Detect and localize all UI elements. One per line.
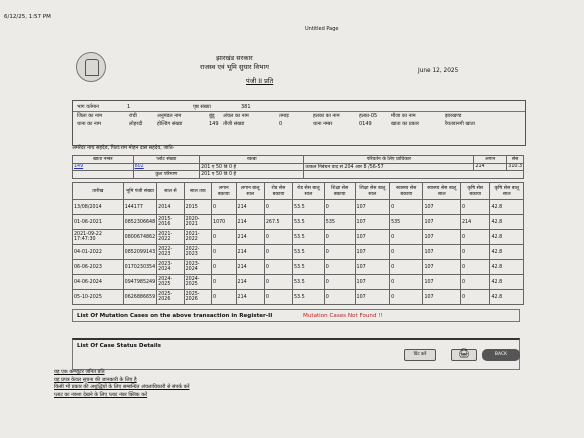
tax-cell: 0 — [264, 230, 292, 245]
tax-cell: 53.5 — [292, 200, 324, 215]
dept-name: राजस्व एवं भूमि सुधार विभाग — [200, 63, 269, 71]
tax-cell: 42.8 — [490, 260, 524, 275]
tax-cell: 0800674862 — [123, 230, 157, 245]
tax-cell: 04-01-2022 — [73, 245, 124, 260]
tax-cell: 2015 — [184, 200, 211, 215]
tax-cell: 05-10-2025 — [73, 290, 124, 305]
footer-line: यह प्रपत्र केवल सूचना की जानकारी के लिए है — [54, 376, 137, 383]
tax-cell: 0 — [390, 230, 423, 245]
tax-header: कृषि सेस बकाया — [460, 183, 489, 200]
tax-cell: 2021-2022 — [184, 230, 211, 245]
tax-cell: 0 — [390, 200, 423, 215]
thana-no-value: 0149 — [359, 121, 372, 127]
tax-cell: 0 — [212, 275, 237, 290]
parivartan-header: परिवर्तन के लिए प्राधिकार — [304, 156, 474, 164]
tax-cell: 0 — [264, 245, 292, 260]
tax-cell: 107 — [423, 200, 461, 215]
khata-type-value: रैयतवानगी खाता — [445, 121, 475, 127]
thana-no-label: थाना नम्बर — [313, 121, 333, 127]
tax-cell: 1070 — [212, 215, 237, 230]
tax-cell: 2023-2024 — [157, 260, 184, 275]
tax-cell: 0 — [324, 260, 355, 275]
print-date: June 12, 2025 — [418, 68, 459, 74]
tax-header: कृषि सेस बालू साल — [490, 183, 524, 200]
tax-cell: 2014 — [157, 200, 184, 215]
tax-cell: 107 — [355, 275, 390, 290]
tax-cell: 53.5 — [292, 260, 324, 275]
tax-cell: 214 — [236, 200, 264, 215]
tax-header: रोड सेस बालू साल — [292, 183, 324, 200]
mauja-value: झारखण्ड — [445, 113, 462, 119]
tax-header: भूमि पंजी संख्या — [123, 183, 157, 200]
table-row — [73, 290, 524, 305]
tax-cell: 214 — [236, 275, 264, 290]
tax-cell: 214 — [460, 215, 489, 230]
back-button[interactable]: BACK — [482, 349, 520, 361]
tax-cell: 0 — [390, 245, 423, 260]
govt-heading — [200, 54, 269, 72]
holding-label: होल्डिंग संख्या — [157, 121, 183, 127]
tax-cell: 0 — [212, 230, 237, 245]
thoi-label: तौजी संख्या — [223, 121, 245, 127]
ses-value: 310.3 — [508, 164, 522, 170]
tax-cell: 2020-2021 — [184, 215, 211, 230]
tax-cell: 107 — [423, 230, 461, 245]
tax-cell: 107 — [423, 245, 461, 260]
tax-cell: 535 — [324, 215, 355, 230]
plot-table — [72, 155, 524, 179]
tax-cell: 214 — [236, 230, 264, 245]
parivartan-value: तत्कल निबंधन वाद सं 204 आर 8 /56-57 — [304, 163, 474, 171]
tax-cell: 107 — [355, 245, 390, 260]
tax-cell: 107 — [355, 215, 390, 230]
tax-header: शिक्षा सेस बकाया — [324, 183, 355, 200]
kul-label: कुल परिमाण — [133, 171, 200, 179]
tax-cell: 144177 — [123, 200, 157, 215]
tax-header: साल तक — [184, 183, 211, 200]
tax-cell: 0 — [390, 260, 423, 275]
tax-header: शिक्षा सेस बालू साल — [355, 183, 390, 200]
tax-cell: 0852306648 — [123, 215, 157, 230]
tax-cell: 13/08/2014 — [73, 200, 124, 215]
table-row — [73, 260, 524, 275]
tax-cell: 0 — [264, 290, 292, 305]
tax-cell: 0170230354 — [123, 260, 157, 275]
zila-value: रांची — [129, 113, 137, 119]
tax-cell: 42.8 — [490, 215, 524, 230]
tax-cell: 214 — [236, 215, 264, 230]
lagan-header: लगान — [474, 156, 507, 164]
prishth-value: 381 — [241, 104, 251, 110]
tax-header: स्वास्थ्य सेस बालू साल — [423, 183, 461, 200]
tax-cell: 42.8 — [490, 245, 524, 260]
footer-notes — [54, 369, 190, 399]
tax-cell: 267.5 — [264, 215, 292, 230]
tax-header: लगान बकाया — [212, 183, 237, 200]
thoi-value: 0 — [279, 121, 283, 127]
tax-cell: 53.5 — [292, 230, 324, 245]
state-emblem-icon — [76, 52, 106, 82]
tax-table — [72, 182, 524, 305]
tax-cell: 214 — [236, 290, 264, 305]
tax-cell: 214 — [236, 260, 264, 275]
tax-cell: 2025-2026 — [157, 290, 184, 305]
mutation-label: List Of Mutation Cases on the above transaction in Register-II — [77, 313, 273, 319]
tax-cell: 2022-2023 — [157, 245, 184, 260]
anchal-label: अंचल का नाम — [223, 113, 249, 119]
tax-cell: 42.8 — [490, 200, 524, 215]
tax-cell: 0 — [324, 245, 355, 260]
tax-cell: 2021-09-22 17:47:30 — [73, 230, 124, 245]
case-status-label: List Of Case Status Details — [77, 343, 161, 349]
tax-cell: 0 — [212, 260, 237, 275]
ses-header: सेस — [507, 156, 524, 164]
tax-cell: 53.5 — [292, 290, 324, 305]
owner-name: अमरेंदर नाथ सहदेव, पिता:राम मोहन दास सहदेव, जाति- — [72, 145, 175, 151]
tax-cell: 2015-2016 — [157, 215, 184, 230]
tax-cell: 107 — [423, 275, 461, 290]
plot-no-header: प्लोट संख्या — [133, 156, 200, 164]
bhag-label: भाग वर्तमान — [77, 104, 99, 110]
footer-line: प्लाट का नक्शा देखने के लिए प्लाट नंबर क्लिक करें — [54, 391, 148, 398]
tax-cell: 2021-2022 — [157, 230, 184, 245]
khata-no-link[interactable]: 149 — [73, 163, 134, 171]
halka-value: हल्का-05 — [359, 113, 378, 119]
tax-cell: 53.5 — [292, 215, 324, 230]
tax-header: रोड सेस बकाया — [264, 183, 292, 200]
mutation-section — [72, 309, 520, 322]
tax-cell: 06-06-2023 — [73, 260, 124, 275]
tax-cell: 0 — [212, 200, 237, 215]
tax-cell: 0 — [460, 200, 489, 215]
tax-cell: 42.8 — [490, 230, 524, 245]
prishth-label: पृष्ठ संख्या — [193, 104, 211, 110]
tax-cell: 214 — [236, 245, 264, 260]
browser-datetime: 6/12/25, 1:57 PM — [4, 14, 51, 20]
tax-cell: 107 — [423, 260, 461, 275]
tax-cell: 42.8 — [490, 275, 524, 290]
tax-cell: 0 — [264, 200, 292, 215]
tax-header: लगान बालू साल — [236, 183, 264, 200]
rakba-header: रकबा — [200, 156, 304, 164]
tax-cell: 0 — [460, 290, 489, 305]
lagan-value: 214 — [474, 163, 507, 171]
tax-cell: 0852099143 — [123, 245, 157, 260]
tax-cell: 0 — [324, 200, 355, 215]
tax-cell: 0 — [264, 275, 292, 290]
tax-cell: 107 — [423, 290, 461, 305]
tax-cell: 107 — [355, 200, 390, 215]
tax-cell: 0 — [460, 230, 489, 245]
tax-cell: 53.5 — [292, 275, 324, 290]
footer-line: किसी भी प्रकार की अशुद्धियों के लिए सम्बन्धित अंचलाधिकारी से संपर्क करें — [54, 384, 190, 390]
halka-label: हलका का नाम — [313, 113, 340, 119]
plot-no-link[interactable]: 802 — [133, 163, 200, 171]
browser-page-title: Untitled Page — [305, 26, 339, 32]
table-row — [73, 275, 524, 290]
kul-rakba: 201 ए 50 डि 0 है — [200, 171, 304, 179]
tax-cell: 0 — [212, 245, 237, 260]
khata-no-header: खाता नम्बर — [73, 156, 134, 164]
thana-value: लोहरदी — [129, 121, 143, 127]
tax-cell: 0 — [324, 275, 355, 290]
tax-cell: 0 — [390, 275, 423, 290]
tax-cell: 2023-2024 — [184, 260, 211, 275]
tax-header: तारीख — [73, 183, 124, 200]
govt-name: झारखंड सरकार — [216, 54, 253, 62]
tax-cell: 0 — [212, 290, 237, 305]
mauja-label: मौजा का नाम — [391, 113, 416, 119]
tax-cell: 0 — [324, 230, 355, 245]
register-title: पंजी II प्रति — [246, 77, 274, 85]
table-row — [73, 200, 524, 215]
mutation-status: Mutation Cases Not Found !! — [303, 313, 383, 319]
tax-cell: 0 — [264, 260, 292, 275]
table-row — [73, 215, 524, 230]
tax-cell: 107 — [355, 260, 390, 275]
tax-cell: 107 — [355, 290, 390, 305]
tax-header: साल से — [157, 183, 184, 200]
rakba-value: 201 ए 50 डि 0 है — [200, 163, 304, 171]
tax-cell: 107 — [423, 215, 461, 230]
tax-cell: 0 — [390, 290, 423, 305]
table-row — [73, 230, 524, 245]
tax-cell: 2025-2026 — [184, 290, 211, 305]
tax-cell: 535 — [390, 215, 423, 230]
tax-cell: 0626886659 — [123, 290, 157, 305]
tax-cell: 01-06-2021 — [73, 215, 124, 230]
tax-cell: 0 — [460, 260, 489, 275]
tax-cell: 42.8 — [490, 290, 524, 305]
khata-type-label: खाता का प्रकार — [391, 121, 419, 127]
print-button[interactable]: प्रिंट करें — [404, 349, 436, 361]
tax-cell: 0 — [460, 275, 489, 290]
holding-value: 149 — [209, 121, 219, 127]
tax-cell: 04-06-2024 — [73, 275, 124, 290]
tax-cell: 2024-2025 — [184, 275, 211, 290]
tax-cell: 0 — [460, 245, 489, 260]
thana-label: थाना का नाम — [77, 121, 101, 127]
tax-cell: 0947985249 — [123, 275, 157, 290]
bhag-value: 1 — [127, 104, 131, 110]
footer-line: यह एक कम्प्यूटर जनित प्रति — [54, 369, 105, 375]
land-info-box — [72, 100, 526, 146]
anuman-value: बुंडू — [209, 113, 215, 119]
printer-icon[interactable]: 🖨 — [451, 349, 477, 361]
tax-cell: 2022-2023 — [184, 245, 211, 260]
anchal-value: तमाड़ — [279, 113, 289, 119]
tax-header: स्वास्थ्य सेस बकाया — [390, 183, 423, 200]
zila-label: जिला का नाम — [77, 113, 103, 119]
table-row — [73, 245, 524, 260]
anuman-label: अनुमंडल नाम — [157, 113, 182, 119]
tax-cell: 53.5 — [292, 245, 324, 260]
tax-cell: 2024-2025 — [157, 275, 184, 290]
tax-cell: 0 — [324, 290, 355, 305]
tax-cell: 107 — [355, 230, 390, 245]
